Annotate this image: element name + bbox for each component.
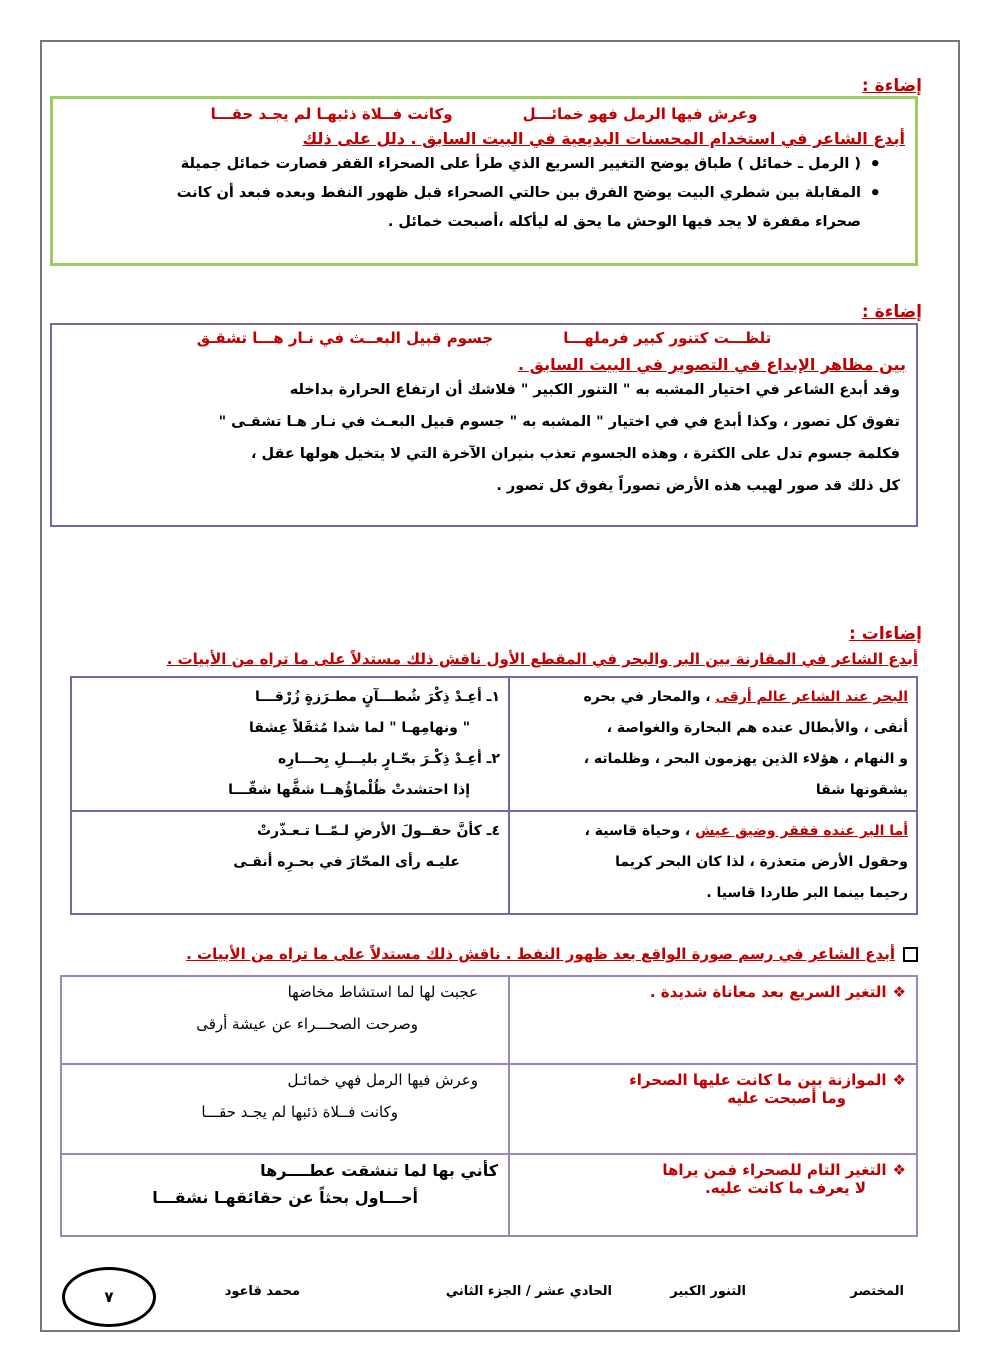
point-cell: ❖التغير السريع بعد معاناة شديدة . xyxy=(509,976,917,1064)
section1-label: إضاءة : xyxy=(861,76,922,96)
page-number-badge xyxy=(62,1267,156,1327)
answer-line: وقد أبدع الشاعر في اختيار المشبه به " التنور الكبير " فلاشك أن ارتفاع الحرارة بداخله xyxy=(289,382,900,398)
verse-cell: عجبت لها لما استشاط مخاضها وصرحت الصحـــراء عن عيشة أرقى xyxy=(61,976,509,1064)
verse-first-hemistich: وعرش فيها الرمل فهو خمائـــل xyxy=(522,105,758,123)
footer-grade: الحادي عشر / الجزء الثاني xyxy=(445,1284,612,1299)
section2-verse xyxy=(62,329,906,347)
footer-summary: المختصر xyxy=(850,1284,904,1299)
oil-era-table xyxy=(60,975,918,1237)
point-cell: ❖التغير التام للصحراء فمن يراها لا يعرف ما كانت عليه. xyxy=(509,1154,917,1236)
page-number: ٧ xyxy=(104,1288,114,1306)
sea-verses-cell: ١ـ أعِـدْ ذِكْرَ شُطـــآنٍ مطـرَزةٍ زُرْقـــا " ونهامِهـا " لما شدا مُثقَلاً عِشقا ٢ـ أعِـدْ ذِكْـرَ بحّـارٍ بليـــلِ بِحـــارِه إذا احتشدتْ ظُلْماؤُهــا شقَّها شقّـــا xyxy=(71,677,509,811)
section1-answer-list xyxy=(63,150,905,237)
table-row xyxy=(71,811,917,914)
answer-line: تفوق كل تصور ، وكذا أبدع في في اختيار " المشبه به " جسوم قبيل البعـث في نـار هـا تشقـى " xyxy=(218,414,900,430)
section2-box xyxy=(50,323,918,527)
verse-cell: وعرش فيها الرمل فهي خمائـل وكانت فــلاة ذئبها لم يجـد حقـــا xyxy=(61,1064,509,1154)
section3-question: أبدع الشاعر في المقارنة بين البر والبحر في المقطع الأول ناقش ذلك مستدلاً على ما تراه من الأبيات . xyxy=(166,650,918,668)
section2-label: إضاءة : xyxy=(861,302,922,322)
list-item: • المقابلة بين شطري البيت يوضح الفرق بين حالتي الصحراء قبل ظهور النفط وبعده فبعد أن كانت صحراء مقفرة لا يجد فيها الوحش ما يحق له ليأكله ،أصبحت خمائل . xyxy=(63,179,881,237)
diamond-bullet-icon: ❖ xyxy=(892,983,906,1001)
section4-heading xyxy=(186,945,918,963)
land-verses-cell: ٤ـ كأنَّ حقــولَ الأرضِ لـمّــا تـعـذّرتْ عليـه رأى المحّارَ في بحـرِه أنقـى xyxy=(71,811,509,914)
verse-first-hemistich: تلظـــت كتنور كبير فرملهـــا xyxy=(563,329,772,347)
list-item: • ( الرمل ـ خمائل ) طباق يوضح التغيير السريع الذي طرأ على الصحراء القفر فصارت خمائل جميلة xyxy=(63,150,881,179)
section4-question: أبدع الشاعر في رسم صورة الواقع بعد ظهور النفط . ناقش ذلك مستدلاً على ما تراه من الأبيات . xyxy=(186,945,895,963)
table-row xyxy=(61,1154,917,1236)
footer-title: التنور الكبير xyxy=(670,1284,746,1299)
section3-label: إضاءات : xyxy=(849,624,922,644)
section1-verse xyxy=(63,105,905,123)
answer-line: كل ذلك قد صور لهيب هذه الأرض تصوراً يفوق كل تصور . xyxy=(496,478,900,494)
land-description-cell: أما البر عنده ففقر وضيق عيش ، وحياة قاسية ، وحقول الأرض متعذرة ، لذا كان البحر كريما رحيما بينما البر طاردا قاسيا . xyxy=(509,811,917,914)
answer-line: فكلمة جسوم تدل على الكثرة ، وهذه الجسوم تعذب بنيران الآخرة التي لا يتخيل هولها عقل ، xyxy=(250,446,900,462)
verse-second-hemistich: وكانت فــلاة ذئبهـا لم يجـد حقـــا xyxy=(210,105,453,123)
section1-question: أبدع الشاعر في استخدام المحسنات البديعية في البيت السابق . دلل على ذلك xyxy=(302,129,905,148)
footer-author: محمد قاعود xyxy=(224,1284,300,1299)
section2-answer xyxy=(62,374,906,502)
diamond-bullet-icon: ❖ xyxy=(892,1071,906,1089)
point-cell: ❖الموازنة بين ما كانت عليها الصحراء وما أصبحت عليه xyxy=(509,1064,917,1154)
sea-description-cell: البحر عند الشاعر عالم أرقى ، والمحار في بحره أنقى ، والأبطال عنده هم البحارة والغواصة ، و النهام ، هؤلاء الذين يهزمون البحر ، وظلماته ، يشقونها شقا xyxy=(509,677,917,811)
section1-box xyxy=(50,96,918,266)
section2-question: بين مظاهر الإبداع في التصوير في البيت السابق . xyxy=(518,355,906,374)
verse-cell: كأني بها لما تنشقت عطــــرها أحـــاول بحثاً عن حقائقهـا نشقـــا xyxy=(61,1154,509,1236)
checkbox-icon xyxy=(903,947,918,962)
table-row xyxy=(61,1064,917,1154)
comparison-table xyxy=(70,676,918,915)
table-row xyxy=(61,976,917,1064)
verse-second-hemistich: جسوم قبيل البعــث في نـار هـــا تشقـق xyxy=(196,329,494,347)
diamond-bullet-icon: ❖ xyxy=(892,1161,906,1179)
table-row xyxy=(71,677,917,811)
